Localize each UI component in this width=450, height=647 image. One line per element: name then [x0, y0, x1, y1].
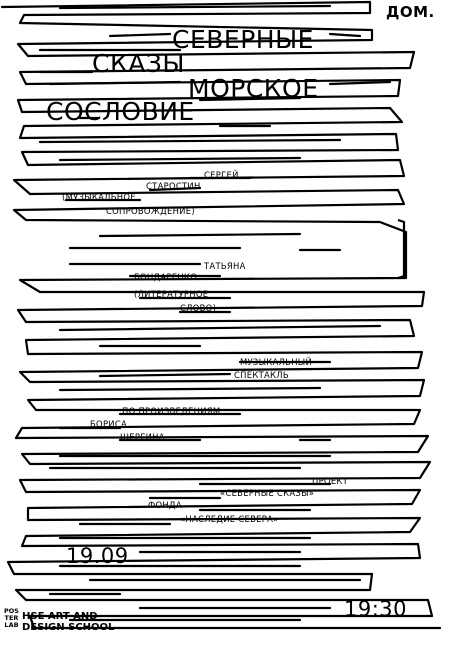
poster-lab-logo: POS TER LAB — [4, 607, 19, 629]
stroke-15 — [70, 248, 340, 250]
credit-1-last-name: СТАРОСТИН — [146, 181, 201, 191]
credit-1-first-name: СЕРГЕЙ — [204, 170, 239, 180]
event-date: 19.09 — [66, 544, 129, 568]
source-line-3: ШЕРГИНА — [120, 432, 165, 442]
credit-1-role-2: СОПРОВОЖДЕНИЕ) — [106, 206, 195, 216]
stroke-10 — [60, 158, 300, 160]
stroke-9 — [40, 140, 340, 142]
credit-2-first-name: ТАТЬЯНА — [204, 261, 246, 271]
title-line-1: СЕВЕРНЫЕ — [172, 25, 314, 54]
title-line-4: СОСЛОВИЕ — [46, 97, 195, 126]
stroke-23 — [100, 374, 230, 376]
source-line-1: ПО ПРОИЗВЕДЕНИЯМ — [122, 406, 221, 416]
stroke-14 — [100, 234, 300, 236]
project-line-4: «НАСЛЕДИЕ СЕВЕРА» — [180, 514, 279, 524]
credit-1-role-1: (МУЗЫКАЛЬНОЕ — [62, 192, 136, 202]
source-line-2: БОРИСА — [90, 419, 128, 429]
school-logo: HSE ART AND DESIGN SCHOOL — [22, 611, 115, 633]
genre-line-2: СПЕКТАКЛЬ — [234, 370, 289, 380]
credit-2-role-2: СЛОВО) — [180, 303, 217, 313]
title-line-2: СКАЗЫ — [92, 49, 185, 78]
stroke-20 — [60, 326, 380, 330]
stroke-24 — [60, 388, 320, 390]
credit-2-last-name: БОНДАРЕНКО — [134, 272, 198, 282]
project-line-3: ФОНДА — [148, 500, 182, 510]
project-line-2: «СЕВЕРНЫЕ СКАЗЫ» — [220, 488, 315, 498]
credit-2-role-1: (ЛИТЕРАТУРНОЕ — [134, 289, 209, 299]
project-line-1: ПРОЕКТ — [312, 476, 349, 486]
title-line-3: МОРСКОЕ — [188, 74, 319, 103]
genre-line-1: МУЗЫКАЛЬНЫЙ — [240, 357, 313, 367]
brand-logo: ДОМ. — [386, 3, 435, 21]
event-time: 19:30 — [344, 597, 408, 621]
